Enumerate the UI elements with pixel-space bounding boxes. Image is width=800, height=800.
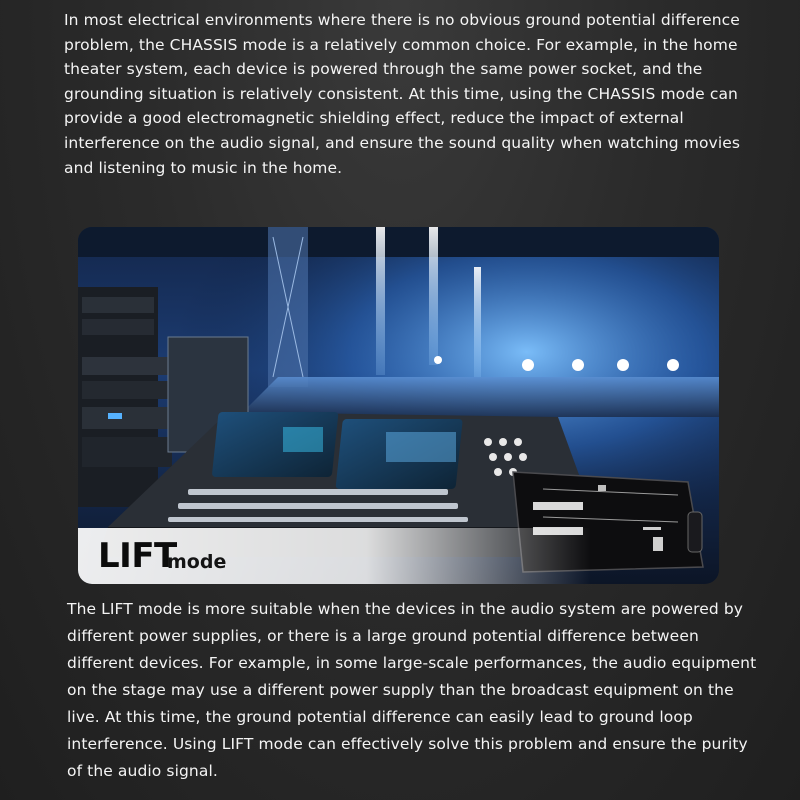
caption-mode: mode [167,551,227,573]
caption-lift: LIFT [98,536,177,576]
lift-mode-paragraph: The LIFT mode is more suitable when the devices in the audio system are powered by different power supplies, or there is a large ground potential difference between different devices. For example, in some large-scale performances, the audio equipment on the stage may use a different power supply than the broadcast equipment on the live. At this time, the ground potential difference can easily lead to ground loop interference. Using LIFT mode can effectively solve this problem and ensure the purity of the audio signal. [67,600,757,780]
intro-paragraph: In most electrical environments where there is no obvious ground potential difference problem, the CHASSIS mode is a relatively common choice. For example, in the home theater system, each device is powered through the same power socket, and the grounding situation is relatively consistent. At this time, using the CHASSIS mode can provide a good electromagnetic shielding effect, reduce the impact of external interference on the audio signal, and ensure the sound quality when watching movies and listening to music in the home. [64,11,741,177]
image-caption-bar [78,528,719,584]
stage-mixer-photo [78,227,719,584]
